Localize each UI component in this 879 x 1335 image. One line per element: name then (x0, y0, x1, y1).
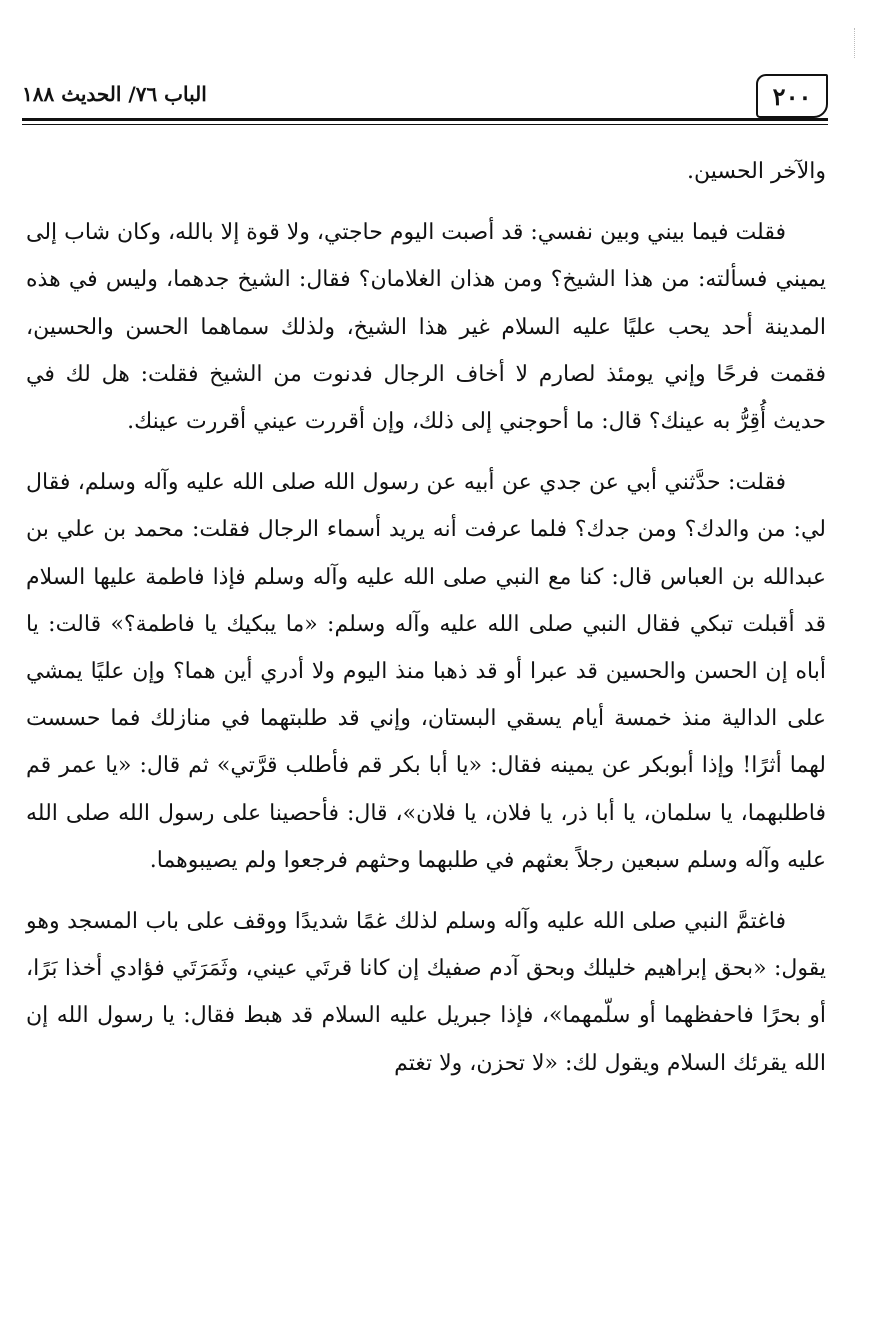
margin-mark (852, 28, 855, 58)
page-number: ٢٠٠ (756, 74, 828, 118)
body-text (26, 148, 826, 1101)
paragraph: والآخر الحسين. (686, 159, 826, 184)
paragraph: فقلت: حدَّثني أبي عن جدي عن أبيه عن رسول الله صلى الله عليه وآله وسلم، فقال لي: من والدك؟ ومن جدك؟ فلما عرفت أنه يريد أسماء الرجال فقلت: محمد بن علي بن عبدالله بن العباس قال: كنا مع النبي صلى الله عليه وآله وسلم فإذا فاطمة عليها السلام قد أقبلت تبكي فقال النبي صلى الله عليه وآله وسلم: «ما يبكيك يا فاطمة؟» قالت: يا أباه إن الحسن والحسين قد عبرا أو قد ذهبا منذ اليوم ولا أدري أين هما؟ وإن عليًا يمشي على الدالية منذ خمسة أيام يسقي البستان، وإني قد طلبتهما في منازلك فما حسست لهما أثرًا! وإذا أبوبكر عن يمينه فقال: «يا أبا بكر قم فأطلب قرَّتي» ثم قال: «يا عمر قم فاطلبهما، يا سلمان، يا أبا ذر، يا فلان، يا فلان»، قال: فأحصينا على رسول الله صلى الله عليه وآله وسلم سبعين رجلاً بعثهم في طلبهما وحثهم فرجعوا ولم يصيبوهما. (26, 470, 826, 873)
paragraph: فقلت فيما بيني وبين نفسي: قد أصبت اليوم حاجتي، ولا قوة إلا بالله، وكان شاب إلى يميني فسألته: من هذا الشيخ؟ ومن هذان الغلامان؟ فقال: الشيخ جدهما، وليس في هذه المدينة أحد يحب عليًا عليه السلام غير هذا الشيخ، ولذلك سماهما الحسن والحسين، فقمت فرحًا وإني يومئذ لصارم لا أخاف الرجال فدنوت من الشيخ فقلت: هل لك في حديث أُقِرُّ به عينك؟ قال: ما أحوجني إلى ذلك، وإن أقررت عيني أقررت عينك. (26, 220, 826, 435)
page-header (22, 66, 828, 126)
header-rule-thin (22, 124, 828, 125)
paragraph: فاغتمَّ النبي صلى الله عليه وآله وسلم لذلك غمًا شديدًا ووقف على باب المسجد وهو يقول: «بحق إبراهيم خليلك وبحق آدم صفيك إن كانا قرتَي عيني، وثَمَرَتَي فؤادي أخذا بَرًا، أو بحرًا فاحفظهما أو سلّمهما»، فإذا جبريل عليه السلام قد هبط فقال: يا رسول الله إن الله يقرئك السلام ويقول لك: «لا تحزن، ولا تغتم (26, 909, 826, 1076)
header-rule (22, 118, 828, 121)
chapter-title: الباب ٧٦/ الحديث ١٨٨ (22, 82, 207, 106)
